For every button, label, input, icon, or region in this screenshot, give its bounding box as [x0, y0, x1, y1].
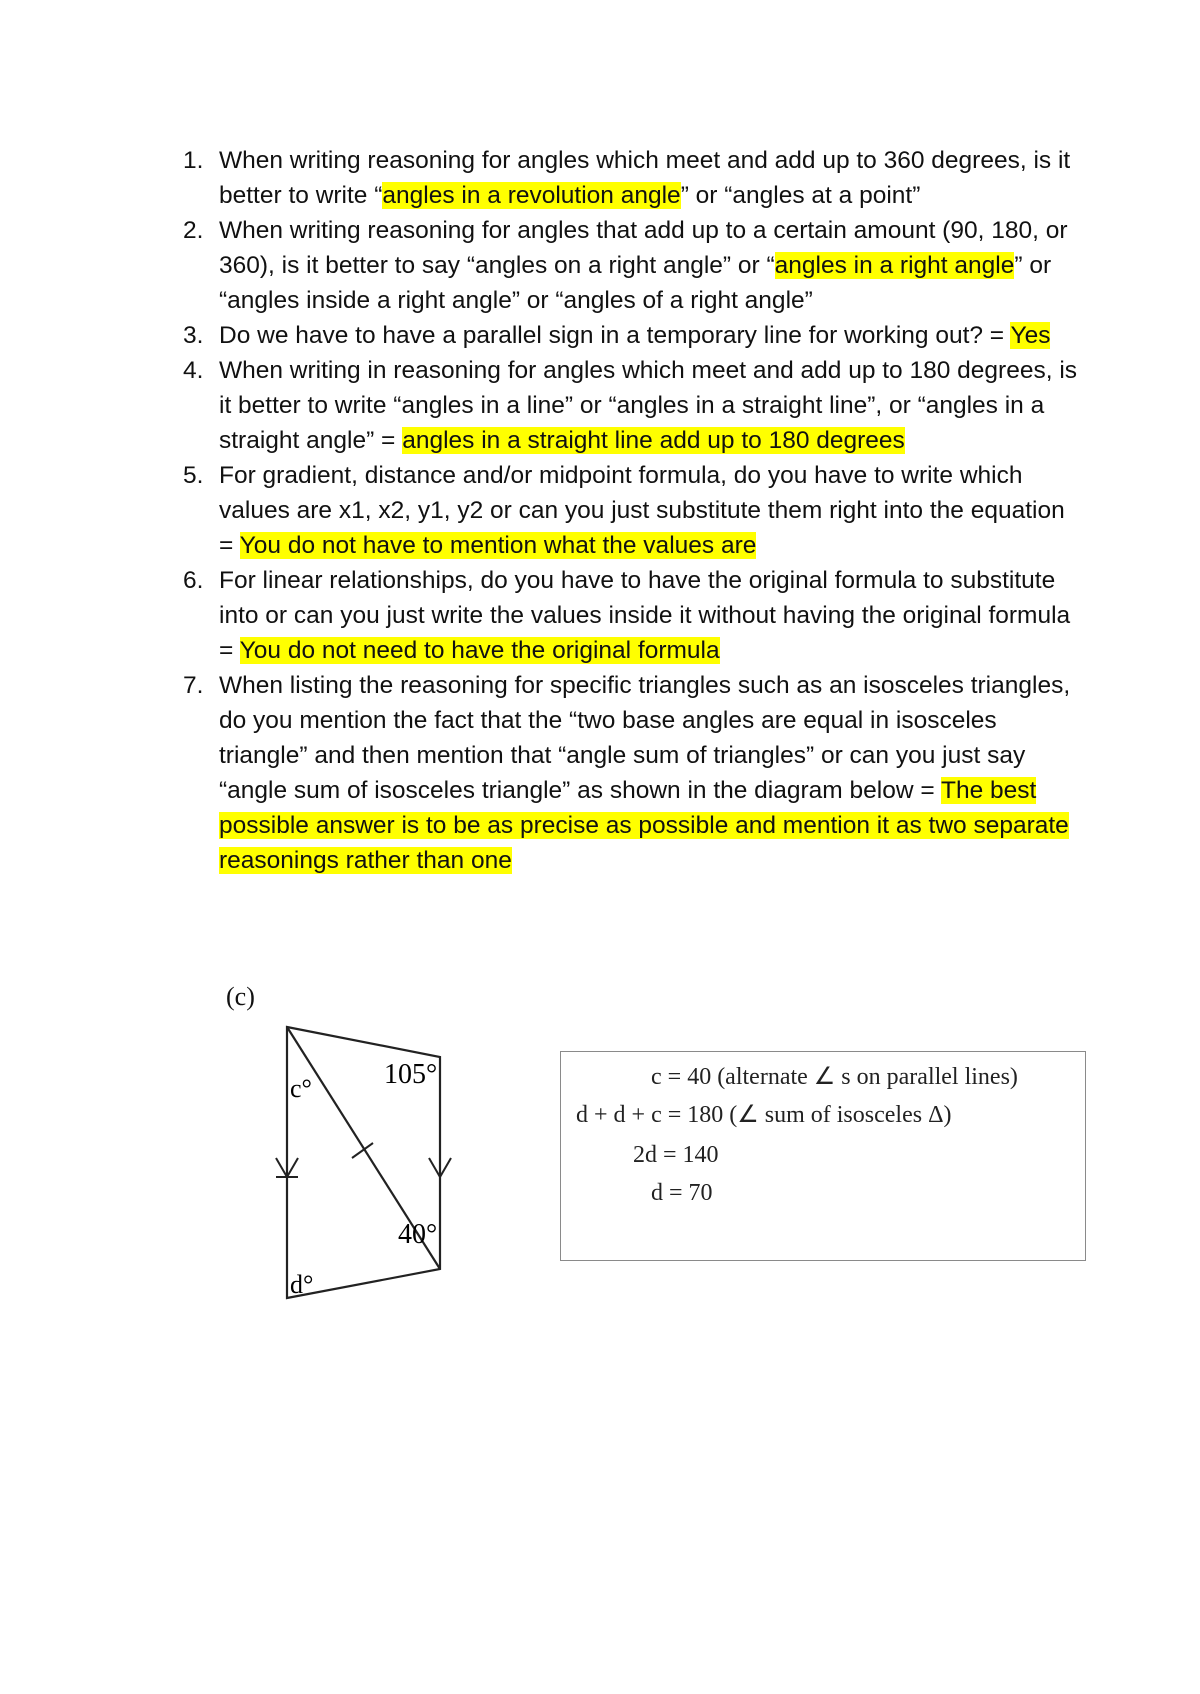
- angle-40-label: 40°: [398, 1219, 438, 1250]
- solution-line-2: d + d + c = 180 (∠ sum of isosceles Δ): [576, 1102, 952, 1128]
- highlighted-answer: You do not need to have the original formula: [239, 637, 720, 664]
- question-number: 2.: [183, 217, 204, 244]
- angle-105-label: 105°: [384, 1059, 438, 1090]
- question-item: [183, 213, 1083, 318]
- highlighted-answer: angles in a straight line add up to 180 degrees: [402, 427, 905, 454]
- question-text: For linear relationships, do you have to have the original formula to substitute into or can you just write the values inside it without having the original formula =: [219, 567, 1071, 664]
- highlighted-answer: You do not have to mention what the values are: [239, 532, 757, 559]
- question-item: [183, 353, 1083, 458]
- solution-line-4: d = 70: [651, 1180, 713, 1206]
- question-text: When writing reasoning for angles that add up to a certain amount (90, 180, or 360), is it better to say “angles on a right angle” or “: [219, 217, 1068, 279]
- question-text: For gradient, distance and/or midpoint formula, do you have to write which values are x1, x2, y1, y2 or can you just substitute them right into the equation =: [219, 462, 1065, 559]
- worked-solution-box: [560, 1051, 1086, 1261]
- question-number: 3.: [183, 322, 204, 349]
- question-number: 6.: [183, 567, 204, 594]
- question-text: When writing in reasoning for angles which meet and add up to 180 degrees, is it better to write “angles in a line” or “angles in a straight line”, or “angles in a straight angle” =: [219, 357, 1078, 454]
- question-text: ” or “angles inside a right angle” or “angles of a right angle”: [219, 252, 1052, 314]
- trapezium-diagram: [270, 1015, 470, 1315]
- question-item: [183, 143, 1083, 213]
- question-text: When writing reasoning for angles which meet and add up to 360 degrees, is it better to write “: [219, 147, 1071, 209]
- question-text: When listing the reasoning for specific triangles such as an isosceles triangles, do you mention the fact that the “two base angles are equal in isosceles triangle” and then mention that “angle sum of triangles” or can you just say “angle sum of isosceles triangle” as shown in the diagram below =: [219, 672, 1071, 804]
- question-item: [183, 668, 1083, 878]
- angle-c-label: c°: [290, 1074, 312, 1103]
- figure-label: (c): [226, 982, 255, 1011]
- question-item: [183, 458, 1083, 563]
- question-number: 5.: [183, 462, 204, 489]
- question-item: [183, 318, 1083, 353]
- question-list: [183, 143, 1083, 878]
- highlighted-answer: Yes: [1010, 322, 1051, 349]
- question-number: 7.: [183, 672, 204, 699]
- question-text: ” or “angles at a point”: [680, 182, 921, 209]
- angle-d-label: d°: [290, 1270, 314, 1299]
- solution-line-1: c = 40 (alternate ∠ s on parallel lines): [651, 1064, 1018, 1090]
- question-number: 4.: [183, 357, 204, 384]
- highlighted-answer: The best possible answer is to be as precise as possible and mention it as two separate reasonings rather than one: [219, 777, 1069, 874]
- question-text: Do we have to have a parallel sign in a temporary line for working out? =: [219, 322, 1011, 349]
- highlighted-answer: angles in a revolution angle: [382, 182, 681, 209]
- question-number: 1.: [183, 147, 204, 174]
- solution-line-3: 2d = 140: [633, 1142, 719, 1168]
- highlighted-answer: angles in a right angle: [774, 252, 1015, 279]
- question-item: [183, 563, 1083, 668]
